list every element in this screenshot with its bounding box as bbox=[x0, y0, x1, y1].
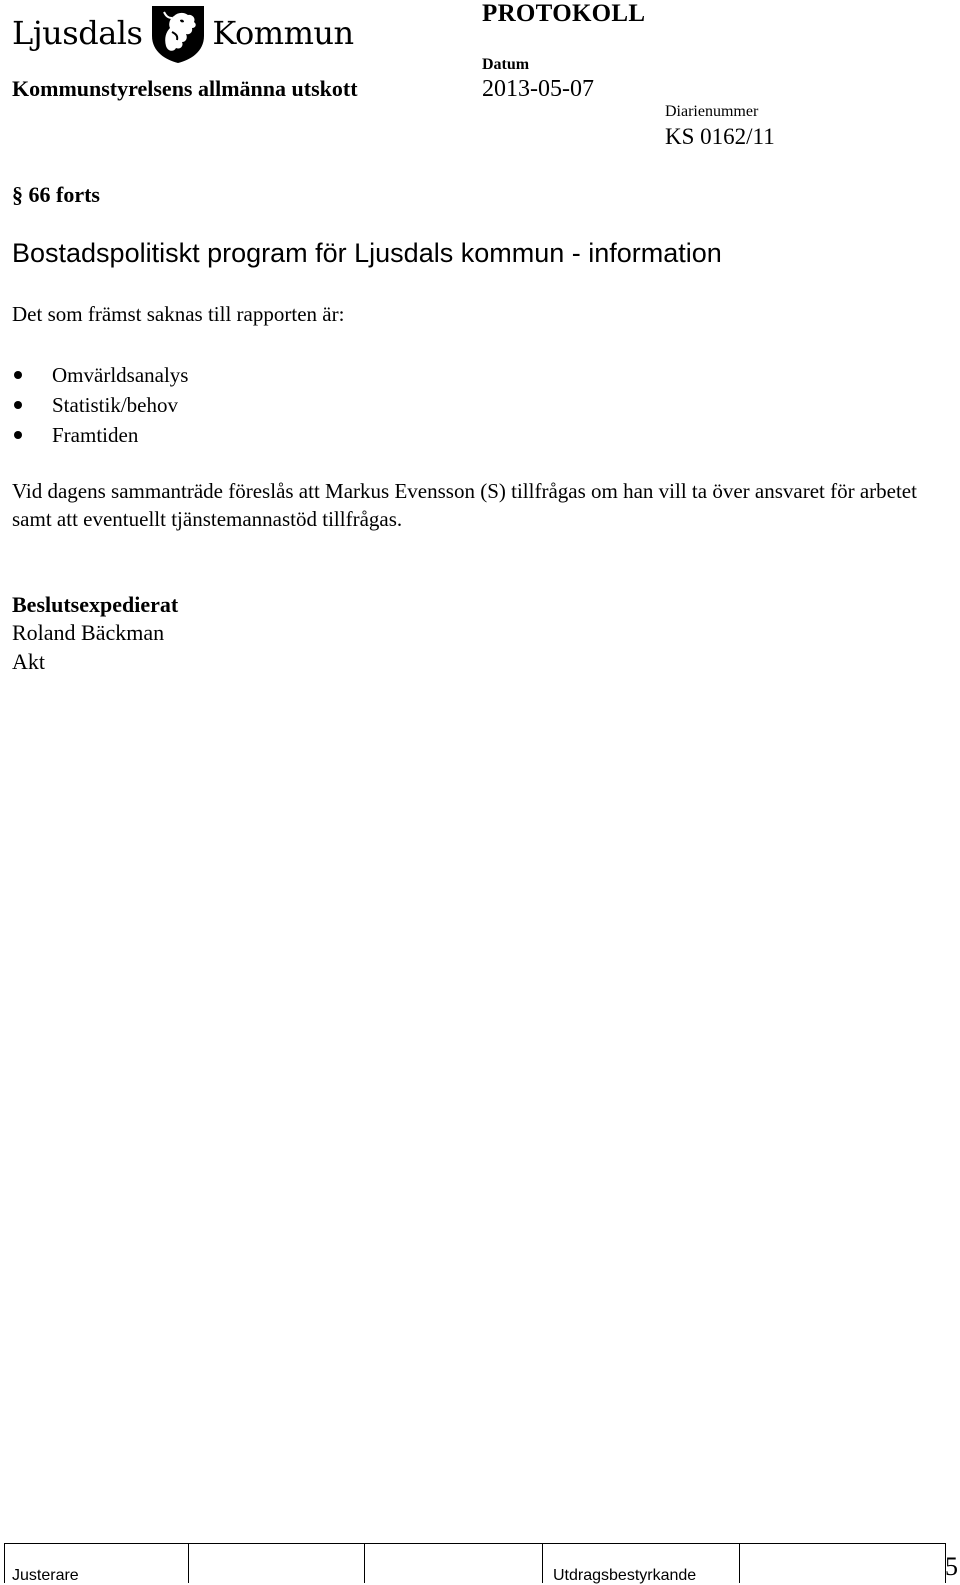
list-item bbox=[14, 390, 188, 420]
table-divider bbox=[739, 1543, 740, 1583]
list-item-text: Statistik/behov bbox=[52, 393, 178, 417]
lion-crest-icon bbox=[150, 2, 206, 64]
expedition-recipient: Roland Bäckman bbox=[12, 620, 165, 645]
signature-table bbox=[4, 1543, 960, 1583]
proposal-paragraph: Vid dagens sammanträde föreslås att Markus Evensson (S) tillfrågas om han vill ta över ansvaret för arbetet samt att eventuellt tjänstemannastöd tillfrågas. bbox=[12, 479, 917, 531]
list-item-text: Framtiden bbox=[52, 423, 139, 447]
bullet-icon bbox=[14, 431, 22, 439]
list-item bbox=[14, 420, 188, 450]
justerare-label: Justerare bbox=[12, 1567, 79, 1584]
expedition-title: Beslutsexpedierat bbox=[12, 592, 179, 617]
utdragsbestyrkande-label: Utdragsbestyrkande bbox=[553, 1567, 697, 1584]
bullet-icon bbox=[14, 371, 22, 379]
municipality-logo bbox=[12, 2, 354, 64]
case-number-label: Diarienummer bbox=[665, 103, 759, 120]
table-divider bbox=[4, 1543, 5, 1583]
intro-text: Det som främst saknas till rapporten är: bbox=[12, 302, 345, 326]
logo-text-left: Ljusdals bbox=[12, 14, 143, 52]
table-top-border bbox=[4, 1543, 946, 1544]
date-value: 2013-05-07 bbox=[482, 76, 594, 102]
bullet-icon bbox=[14, 401, 22, 409]
date-label: Datum bbox=[482, 56, 530, 73]
logo-text-right: Kommun bbox=[212, 14, 354, 52]
table-divider bbox=[188, 1543, 189, 1583]
table-divider bbox=[364, 1543, 365, 1583]
case-number-value: KS 0162/11 bbox=[665, 124, 775, 149]
page-number: 5 bbox=[945, 1552, 958, 1581]
section-heading: Bostadspolitiskt program för Ljusdals kommun - information bbox=[12, 238, 722, 268]
list-item-text: Omvärldsanalys bbox=[52, 363, 189, 387]
expedition-recipient: Akt bbox=[12, 649, 45, 674]
table-divider bbox=[542, 1543, 543, 1583]
paragraph-number: § 66 forts bbox=[12, 182, 100, 207]
list-item bbox=[14, 360, 188, 390]
bullet-list bbox=[14, 360, 188, 450]
document-type: PROTOKOLL bbox=[482, 0, 646, 27]
committee-name: Kommunstyrelsens allmänna utskott bbox=[12, 76, 358, 101]
